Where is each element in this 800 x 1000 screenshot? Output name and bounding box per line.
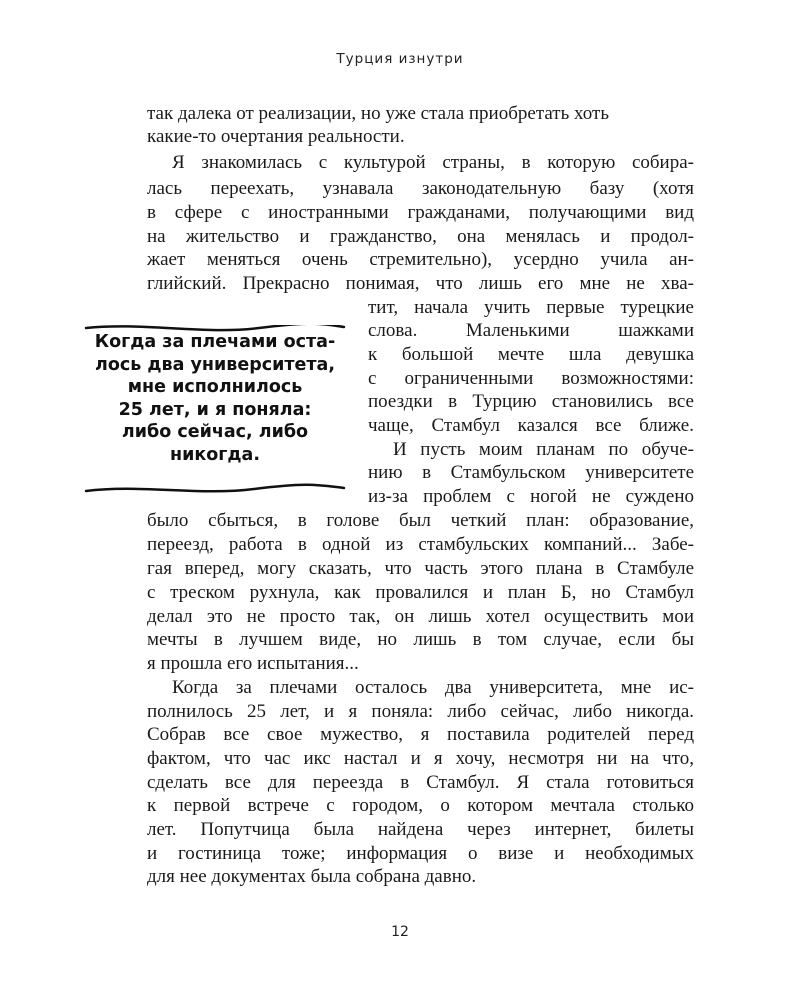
body-line: с ограниченными возможностями:: [368, 368, 694, 389]
body-line: фактом, что час икс настал и я хочу, несмотря ни на что,: [147, 748, 694, 769]
body-line: слова. Маленькими шажками: [368, 320, 694, 341]
body-line: и гостиница тоже; информация о визе и необходимых: [147, 843, 694, 864]
body-line: сделать все для переезда в Стамбул. Я стала готовиться: [147, 772, 694, 793]
bottom-wavy-rule: [86, 485, 344, 492]
body-line: чаще, Стамбул казался все ближе.: [368, 415, 694, 436]
body-line: глийский. Прекрасно понимая, что лишь его мне не хва-: [147, 273, 694, 294]
body-line: я прошла его испытания...: [147, 653, 359, 674]
pull-quote: [84, 325, 346, 495]
pull-quote-line: Когда за плечами оста-: [94, 332, 336, 352]
body-line: для нее документах была собрана давно.: [147, 866, 477, 887]
body-line: мечты в лучшем виде, но лишь в том случае, если бы: [147, 629, 694, 650]
body-line: из-за проблем с ногой не суждено: [368, 486, 694, 507]
pull-quote-text: [84, 331, 346, 466]
pull-quote-line: лось два университета,: [95, 354, 335, 375]
body-line: тит, начала учить первые турецкие: [368, 297, 694, 318]
body-line: лет. Попутчица была найдена через интернет, билеты: [147, 819, 694, 840]
body-line: лась переехать, узнавала законодательную базу (хотя: [147, 178, 694, 199]
body-line: с треском рухнула, как провалился и план Б, но Стамбул: [147, 582, 694, 603]
pull-quote-line: 25 лет, и я поняла:: [118, 399, 312, 420]
body-line: Когда за плечами осталось два университета, мне ис-: [172, 677, 694, 698]
running-title: Турция изнутри: [336, 51, 464, 67]
pull-quote-line: либо сейчас, либо: [121, 422, 309, 442]
body-line: к большой мечте шла девушка: [368, 344, 694, 365]
page-number: 12: [391, 924, 409, 940]
body-line: полнилось 25 лет, и я поняла: либо сейчас, либо никогда.: [147, 701, 694, 722]
body-line: жает меняться очень стремительно), усердно учила ан-: [147, 249, 694, 270]
body-line: в сфере с иностранными гражданами, получающими вид: [147, 202, 694, 223]
body-line: делал это не просто так, он лишь хотел осуществить мои: [147, 606, 694, 627]
body-line: нию в Стамбульском университете: [368, 462, 694, 483]
body-line: на жительство и гражданство, она менялась и продол-: [147, 226, 694, 247]
body-line: Я знакомилась с культурой страны, в которую собира-: [172, 152, 694, 173]
body-line: поездки в Турцию становились все: [368, 391, 694, 412]
body-line: Собрав все свое мужество, я поставила родителей перед: [147, 724, 694, 745]
body-line: какие-то очертания реальности.: [147, 126, 405, 147]
body-line: к первой встрече с городом, о котором мечтала столько: [147, 795, 694, 816]
pull-quote-line: мне исполнилось: [127, 377, 303, 397]
top-wavy-rule: [86, 325, 344, 330]
body-line: И пусть моим планам по обуче-: [393, 439, 694, 460]
pull-quote-line: никогда.: [170, 444, 260, 465]
body-line: так далека от реализации, но уже стала приобретать хоть: [147, 103, 610, 124]
body-line: переезд, работа в одной из стамбульских компаний... Забе-: [147, 534, 694, 555]
body-line: гая вперед, могу сказать, что часть этого плана в Стамбуле: [147, 558, 694, 579]
body-line: было сбыться, в голове был четкий план: образование,: [147, 510, 694, 531]
